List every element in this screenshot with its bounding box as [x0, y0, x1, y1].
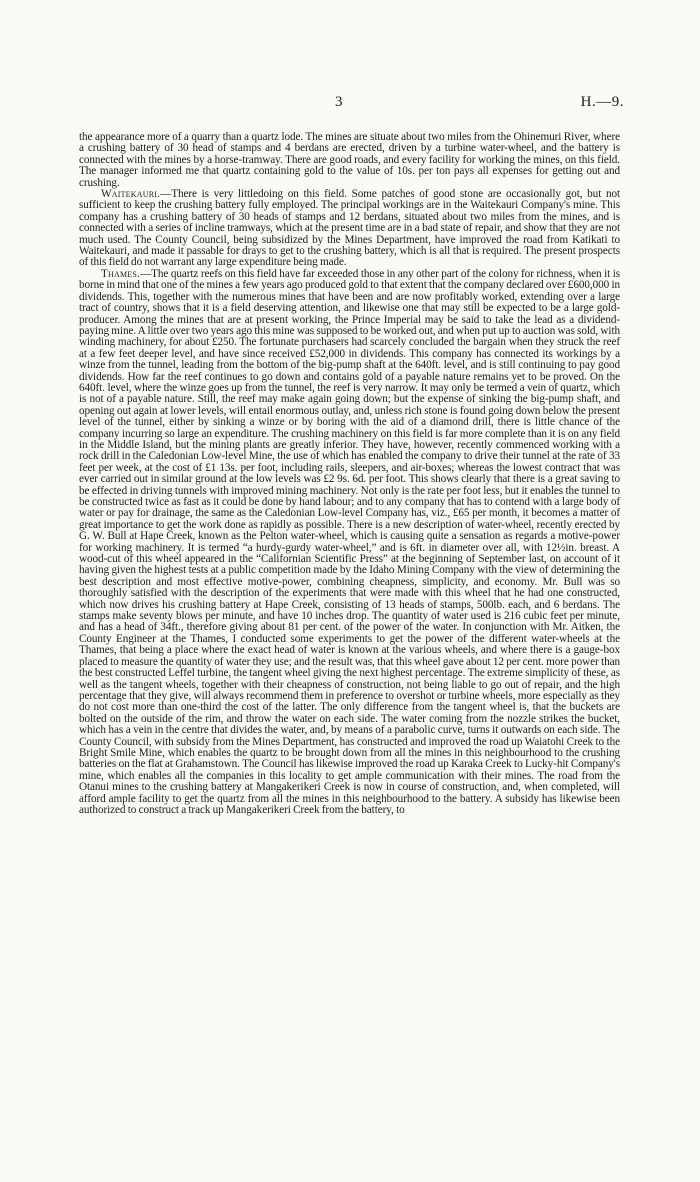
paragraph-thames: [79, 269, 620, 817]
paragraph-text: the appearance more of a quarry than a quartz lode. The mines are situate about two miles from the Ohinemuri River, where a crushing battery of 30 head of stamps and 4 berdans are erected, driven by a turbine water-wheel, and the battery is connected with the mines by a horse-tramway. There are good roads, and every facility for working the mines, on this field. The manager informed me that quartz containing gold to the value of 10s. per ton pays all expenses for getting out and crushing.: [79, 131, 620, 189]
paragraph-text: —There is very littledoing on this field. Some patches of good stone are occasionally got, but not sufficient to keep the crushing battery fully employed. The principal workings are in the Waitekauri Company's mine. This company has a crushing battery of 30 heads of stamps and 12 berdans, situated about two miles from the mines, and is connected with a series of incline tramways, which at the present time are in a bad state of repair, and show that they are not much used. The County Council, being subsidized by the Mines Department, have improved the road from Katikati to Waitekauri, and made it passable for drays to get to the crushing battery, which is all that is required. The present prospects of this field do not warrant any large expenditure being made.: [79, 188, 620, 269]
section-heading-thames: Thames.: [101, 267, 141, 280]
paragraph-waitekauri: [79, 189, 620, 269]
paragraph-text: —The quartz reefs on this field have far exceeded those in any other part of the colony for richness, when it is borne in mind that one of the mines a few years ago produced gold to that extent that the company declared over £600,000 in dividends. This, together with the numerous mines that have been and are now profitably worked, extending over a large tract of country, shows that it is a field deserving attention, and likewise one that may still be expected to be a large gold-producer. Among the mines that are at present working, the Prince Imperial may be said to take the lead as a dividend-paying mine. A little over two years ago this mine was supposed to be worked out, and when put up to auction was sold, with winding machinery, for about £250. The fortunate purchasers had scarcely concluded the bargain when they struck the reef at a few feet deeper level, and have since received £52,000 in dividends. This company has connected its workings by a winze from the tunnel, leading from the bottom of the big-pump shaft at the 640ft. level, and is still continuing to pay good dividends. How far the reef continues to go down and contains gold of a payable nature remains yet to be proved. On the 640ft. level, where the winze goes up from the tunnel, the reef is very narrow. It may only be termed a vein of quartz, which is not of a payable nature. Still, the reef may make again going down; but the expense of sinking the big-pump shaft, and opening out again at lower levels, will entail enormous outlay, and, unless rich stone is found going down below the present level of the tunnel, either by sinking a winze or by boring with the aid of a diamond drill, there is little chance of the company incurring so large an expenditure. The crushing machinery on this field is far more complete than it is on any field in the Middle Island, but the mining plants are greatly inferior. They have, however, recently commenced working with a rock drill in the Caledonian Low-level Mine, the use of which has enabled the company to drive their tunnel at the rate of 33 feet per week, at the cost of £1 13s. per foot, including rails, sleepers, and air-boxes; whereas the lowest contract that was ever carried out in similar ground at the low levels was £2 9s. 6d. per foot. This shows clearly that there is a great saving to be effected in driving tunnels with improved mining machinery. Not only is the rate per foot less, but it enables the tunnel to be constructed twice as fast as it could be done by hand labour; and to any company that has to contend with a large body of water or pay for drainage, the same as the Caledonian Low-level Company has, viz., £65 per month, it becomes a matter of great importance to get the work done as rapidly as possible. There is a new description of water-wheel, recently erected by G. W. Bull at Hape Creek, known as the Pelton water-wheel, which is causing quite a sensation as regards a motive-power for working machinery. It is termed “a hurdy-gurdy water-wheel,” and is 6ft. in diameter over all, with 12½in. breast. A wood-cut of this wheel appeared in the “Californian Scientific Press” at the beginning of September last, on account of it having given the highest tests at a public competition made by the Idaho Mining Company with the view of determining the best description and most effective motive-power, combining cheapness, simplicity, and economy. Mr. Bull was so thoroughly satisfied with the description of the experiments that were made with this wheel that he had one constructed, which now drives his crushing battery at Hape Creek, consisting of 13 heads of stamps, 500lb. each, and 6 berdans. The stamps make seventy blows per minute, and have 10 inches drop. The quantity of water used is 216 cubic feet per minute, and has a head of 34ft., therefore giving about 81 per cent. of the power of the water. In conjunction with Mr. Aitken, the County Engineer at the Thames, I conducted some experiments to get the power of the different water-wheels at the Thames, that being a place where the exact head of water is known at the various wheels, and where there is a gauge-box placed to measure the quantity of water they use; and the result was, that this wheel gave about 12 per cent. more power than the best constructed Leffel turbine, the tangent wheel giving the next highest percentage. The extreme simplicity of these, as well as the tangent wheels, together with their cheapness of construction, not being liable to go out of repair, and the high percentage that they give, will always recommend them in preference to overshot or turbine wheels, more especially as they do not cost more than one-third the cost of the latter. The only difference from the tangent wheel is, that the buckets are bolted on the outside of the rim, and throw the water on each side. The water coming from the nozzle strikes the bucket, which has a vein in the centre that divides the water, and, by means of a parabolic curve, turns it outwards on each side. The County Council, with subsidy from the Mines Department, has constructed and improved the road up Waiatohi Creek to the Bright Smile Mine, which enables the quartz to be brought down from all the mines in this neighbourhood to the crushing batteries on the flat at Grahamstown. The Council has likewise improved the road up Karaka Creek to Lucky-hit Company's mine, which enables all the companies in this locality to get ample communication with their mines. The road from the Otanui mines to the crushing battery at Mangakerikeri Creek is now in course of construction, and, when completed, will afford ample facility to get the quartz from all the mines in this neighbourhood to the battery. A subsidy has likewise been authorized to construct a track up Mangakerikeri Creek from the battery, to: [79, 267, 620, 816]
document-reference: H.—9.: [580, 94, 624, 110]
section-heading-waitekauri: Waitekauri.: [101, 188, 161, 201]
page-number: 3: [335, 94, 343, 110]
page-header: [0, 94, 700, 114]
paragraph-continuation: [79, 132, 620, 189]
body-text: [79, 132, 620, 816]
